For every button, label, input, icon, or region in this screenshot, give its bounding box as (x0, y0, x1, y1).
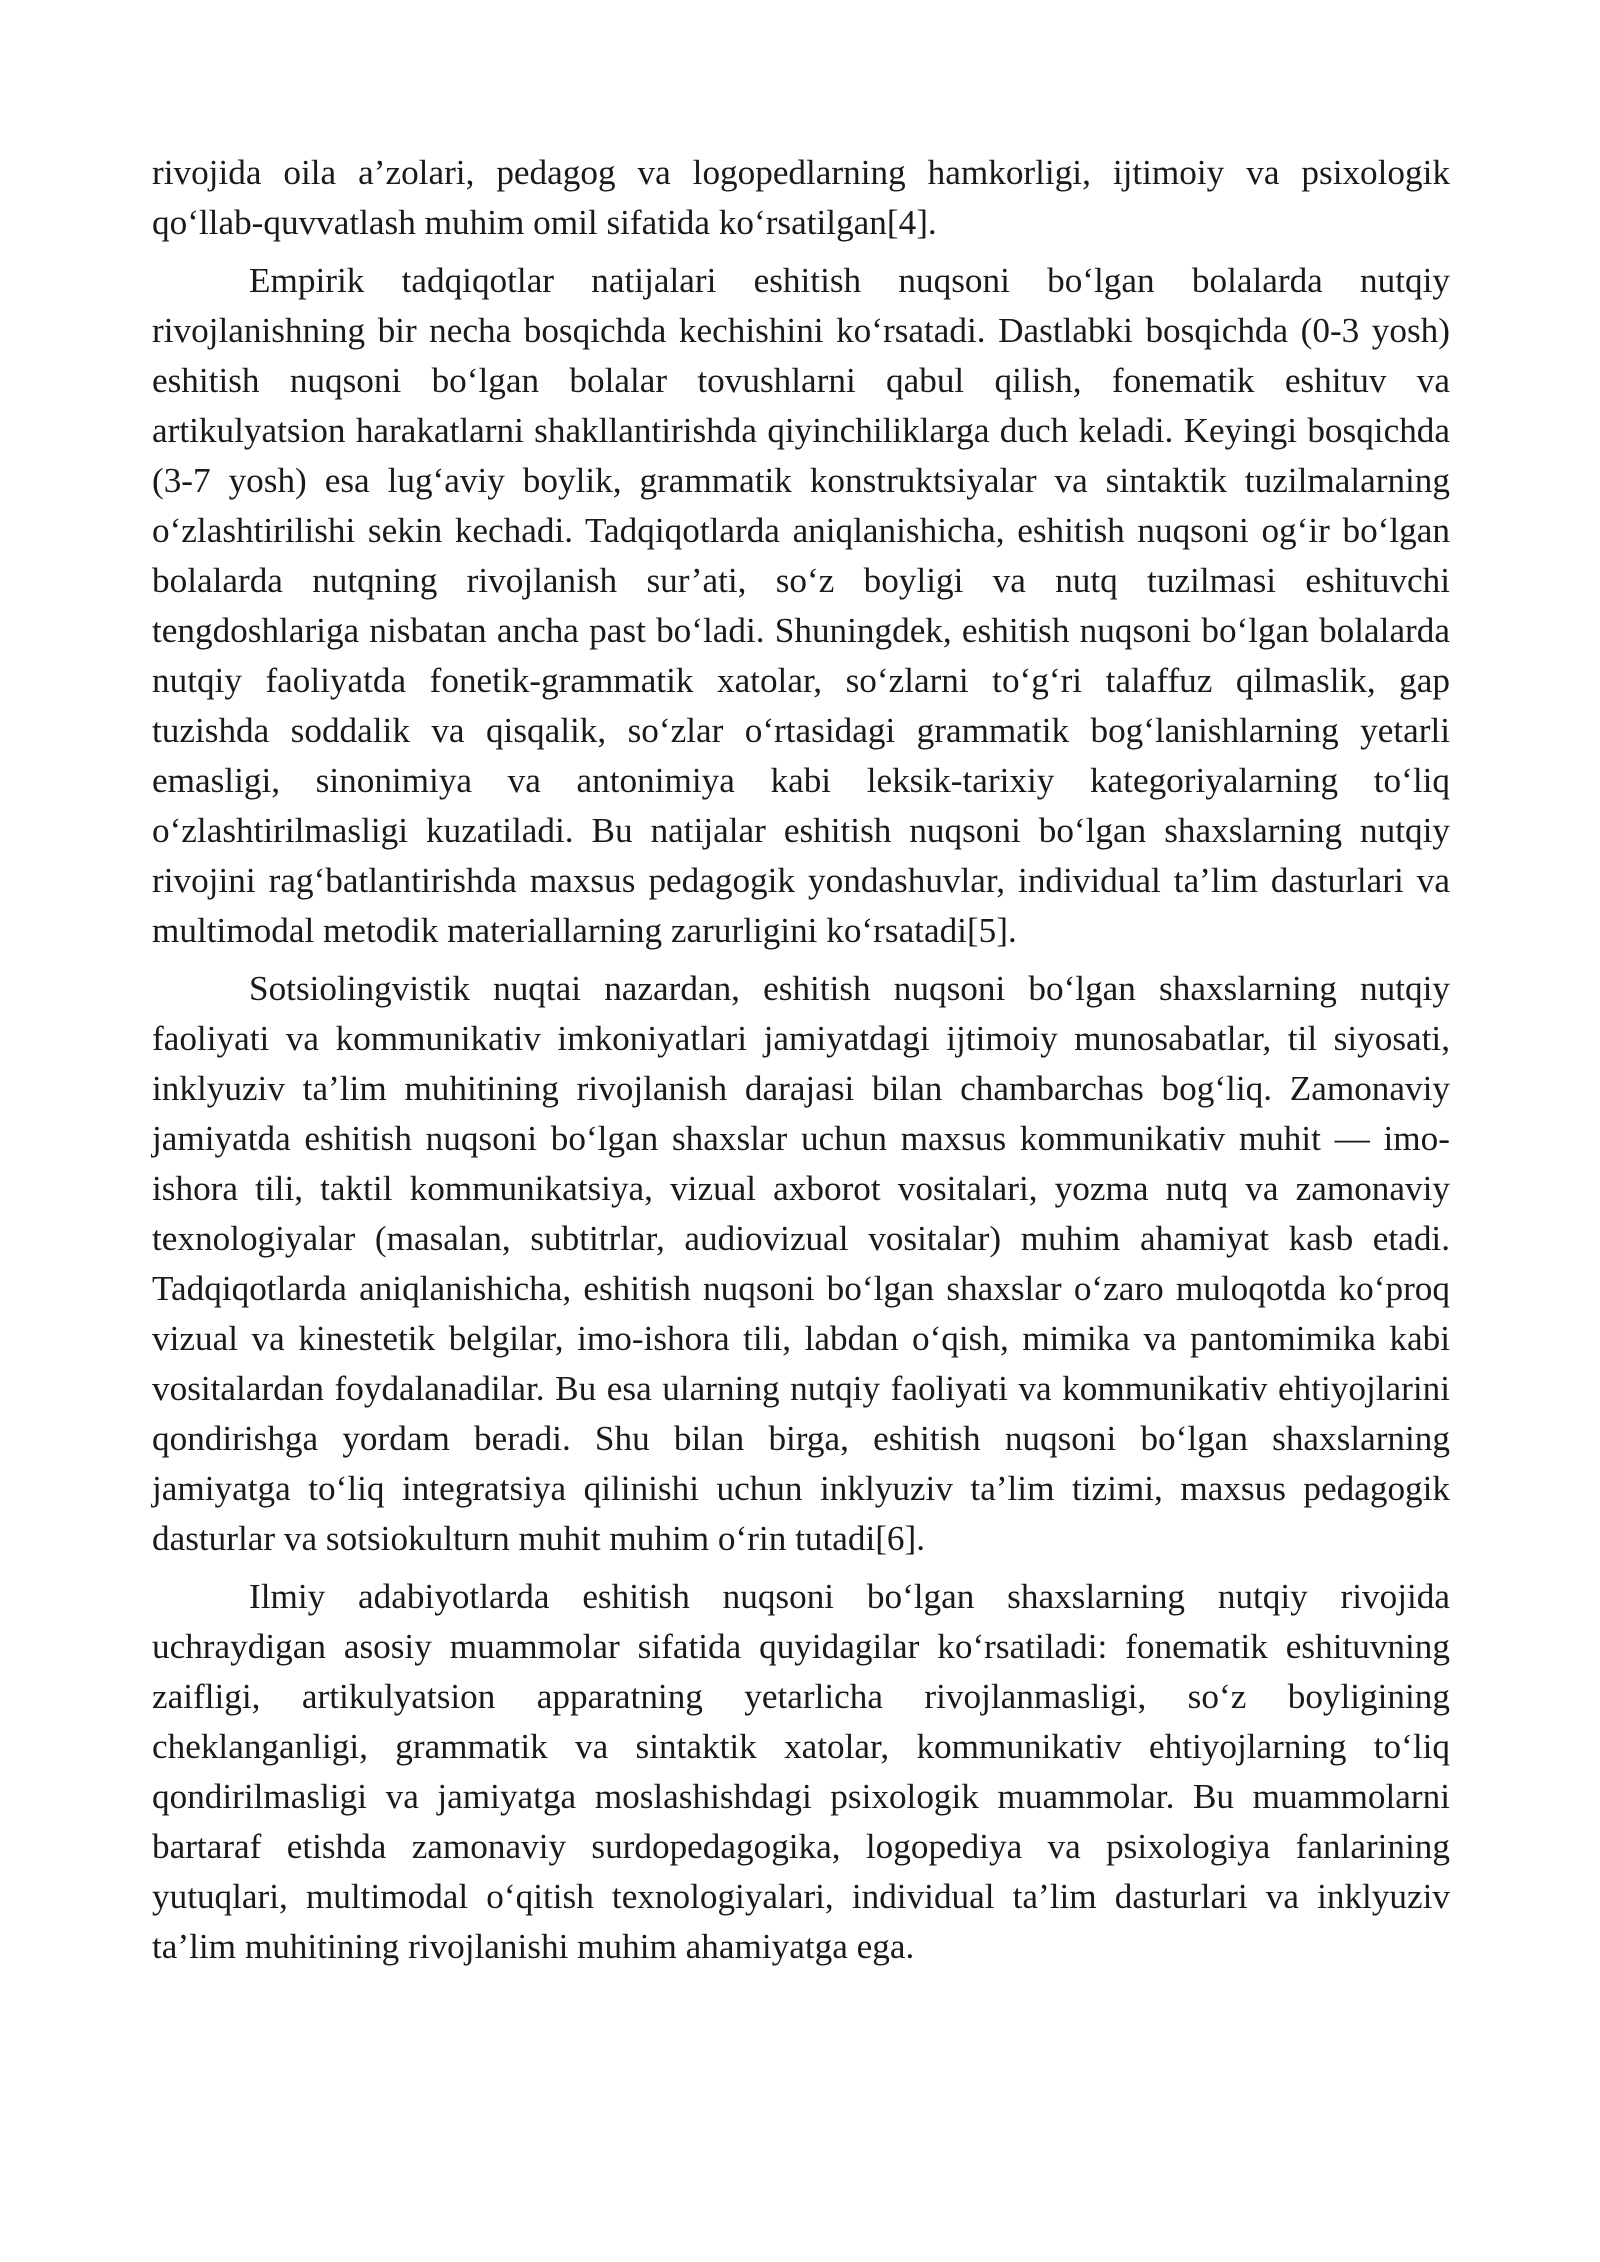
paragraph-scientific-literature: Ilmiy adabiyotlarda eshitish nuqsoni bo‘lgan shaxslarning nutqiy rivojida uchraydigan asosiy muammolar sifatida quyidagilar ko‘rsatiladi: fonematik eshituvning zaifligi, artikulyatsion apparatning yetarlicha rivojlanmasligi, so‘z boyligining cheklanganligi, grammatik va sintaktik xatolar, kommunikativ ehtiyojlarning to‘liq qondirilmasligi va jamiyatga moslashishdagi psixologik muammolar. Bu muammolarni bartaraf etishda zamonaviy surdopedagogika, logopediya va psixologiya fanlarining yutuqlari, multimodal o‘qitish texnologiyalari, individual ta’lim dasturlari va inklyuziv ta’lim muhitining rivojlanishi muhim ahamiyatga ega. (152, 1577, 1450, 1966)
paragraph-sociolinguistic: Sotsiolingvistik nuqtai nazardan, eshitish nuqsoni bo‘lgan shaxslarning nutqiy faoliyati va kommunikativ imkoniyatlari jamiyatdagi ijtimoiy munosabatlar, til siyosati, inklyuziv ta’lim muhitining rivojlanish darajasi bilan chambarchas bog‘liq. Zamonaviy jamiyatda eshitish nuqsoni bo‘lgan shaxslar uchun maxsus kommunikativ muhit — imo-ishora tili, taktil kommunikatsiya, vizual axborot vositalari, yozma nutq va zamonaviy texnologiyalar (masalan, subtitrlar, audiovizual vositalar) muhim ahamiyat kasb etadi. Tadqiqotlarda aniqlanishicha, eshitish nuqsoni bo‘lgan shaxslar o‘zaro muloqotda ko‘proq vizual va kinestetik belgilar, imo-ishora tili, labdan o‘qish, mimika va pantomimika kabi vositalardan foydalanadilar. Bu esa ularning nutqiy faoliyati va kommunikativ ehtiyojlarini qondirishga yordam beradi. Shu bilan birga, eshitish nuqsoni bo‘lgan shaxslarning jamiyatga to‘liq integratsiya qilinishi uchun inklyuziv ta’lim tizimi, maxsus pedagogik dasturlar va sotsiokulturn muhit muhim o‘rin tutadi[6]. (152, 969, 1450, 1558)
paragraph-continuation: rivojida oila a’zolari, pedagog va logopedlarning hamkorligi, ijtimoiy va psixologik qo‘llab-quvvatlash muhim omil sifatida ko‘rsatilgan[4]. (152, 153, 1450, 242)
document-page (152, 148, 1450, 1980)
paragraph-empirical-research: Empirik tadqiqotlar natijalari eshitish nuqsoni bo‘lgan bolalarda nutqiy rivojlanishning bir necha bosqichda kechishini ko‘rsatadi. Dastlabki bosqichda (0-3 yosh) eshitish nuqsoni bo‘lgan bolalar tovushlarni qabul qilish, fonematik eshituv va artikulyatsion harakatlarni shakllantirishda qiyinchiliklarga duch keladi. Keyingi bosqichda (3-7 yosh) esa lug‘aviy boylik, grammatik konstruktsiyalar va sintaktik tuzilmalarning o‘zlashtirilishi sekin kechadi. Tadqiqotlarda aniqlanishicha, eshitish nuqsoni og‘ir bo‘lgan bolalarda nutqning rivojlanish sur’ati, so‘z boyligi va nutq tuzilmasi eshituvchi tengdoshlariga nisbatan ancha past bo‘ladi. Shuningdek, eshitish nuqsoni bo‘lgan bolalarda nutqiy faoliyatda fonetik-grammatik xatolar, so‘zlarni to‘g‘ri talaffuz qilmaslik, gap tuzishda soddalik va qisqalik, so‘zlar o‘rtasidagi grammatik bog‘lanishlarning yetarli emasligi, sinonimiya va antonimiya kabi leksik-tarixiy kategoriyalarning to‘liq o‘zlashtirilmasligi kuzatiladi. Bu natijalar eshitish nuqsoni bo‘lgan shaxslarning nutqiy rivojini rag‘batlantirishda maxsus pedagogik yondashuvlar, individual ta’lim dasturlari va multimodal metodik materiallarning zarurligini ko‘rsatadi[5]. (152, 261, 1450, 950)
